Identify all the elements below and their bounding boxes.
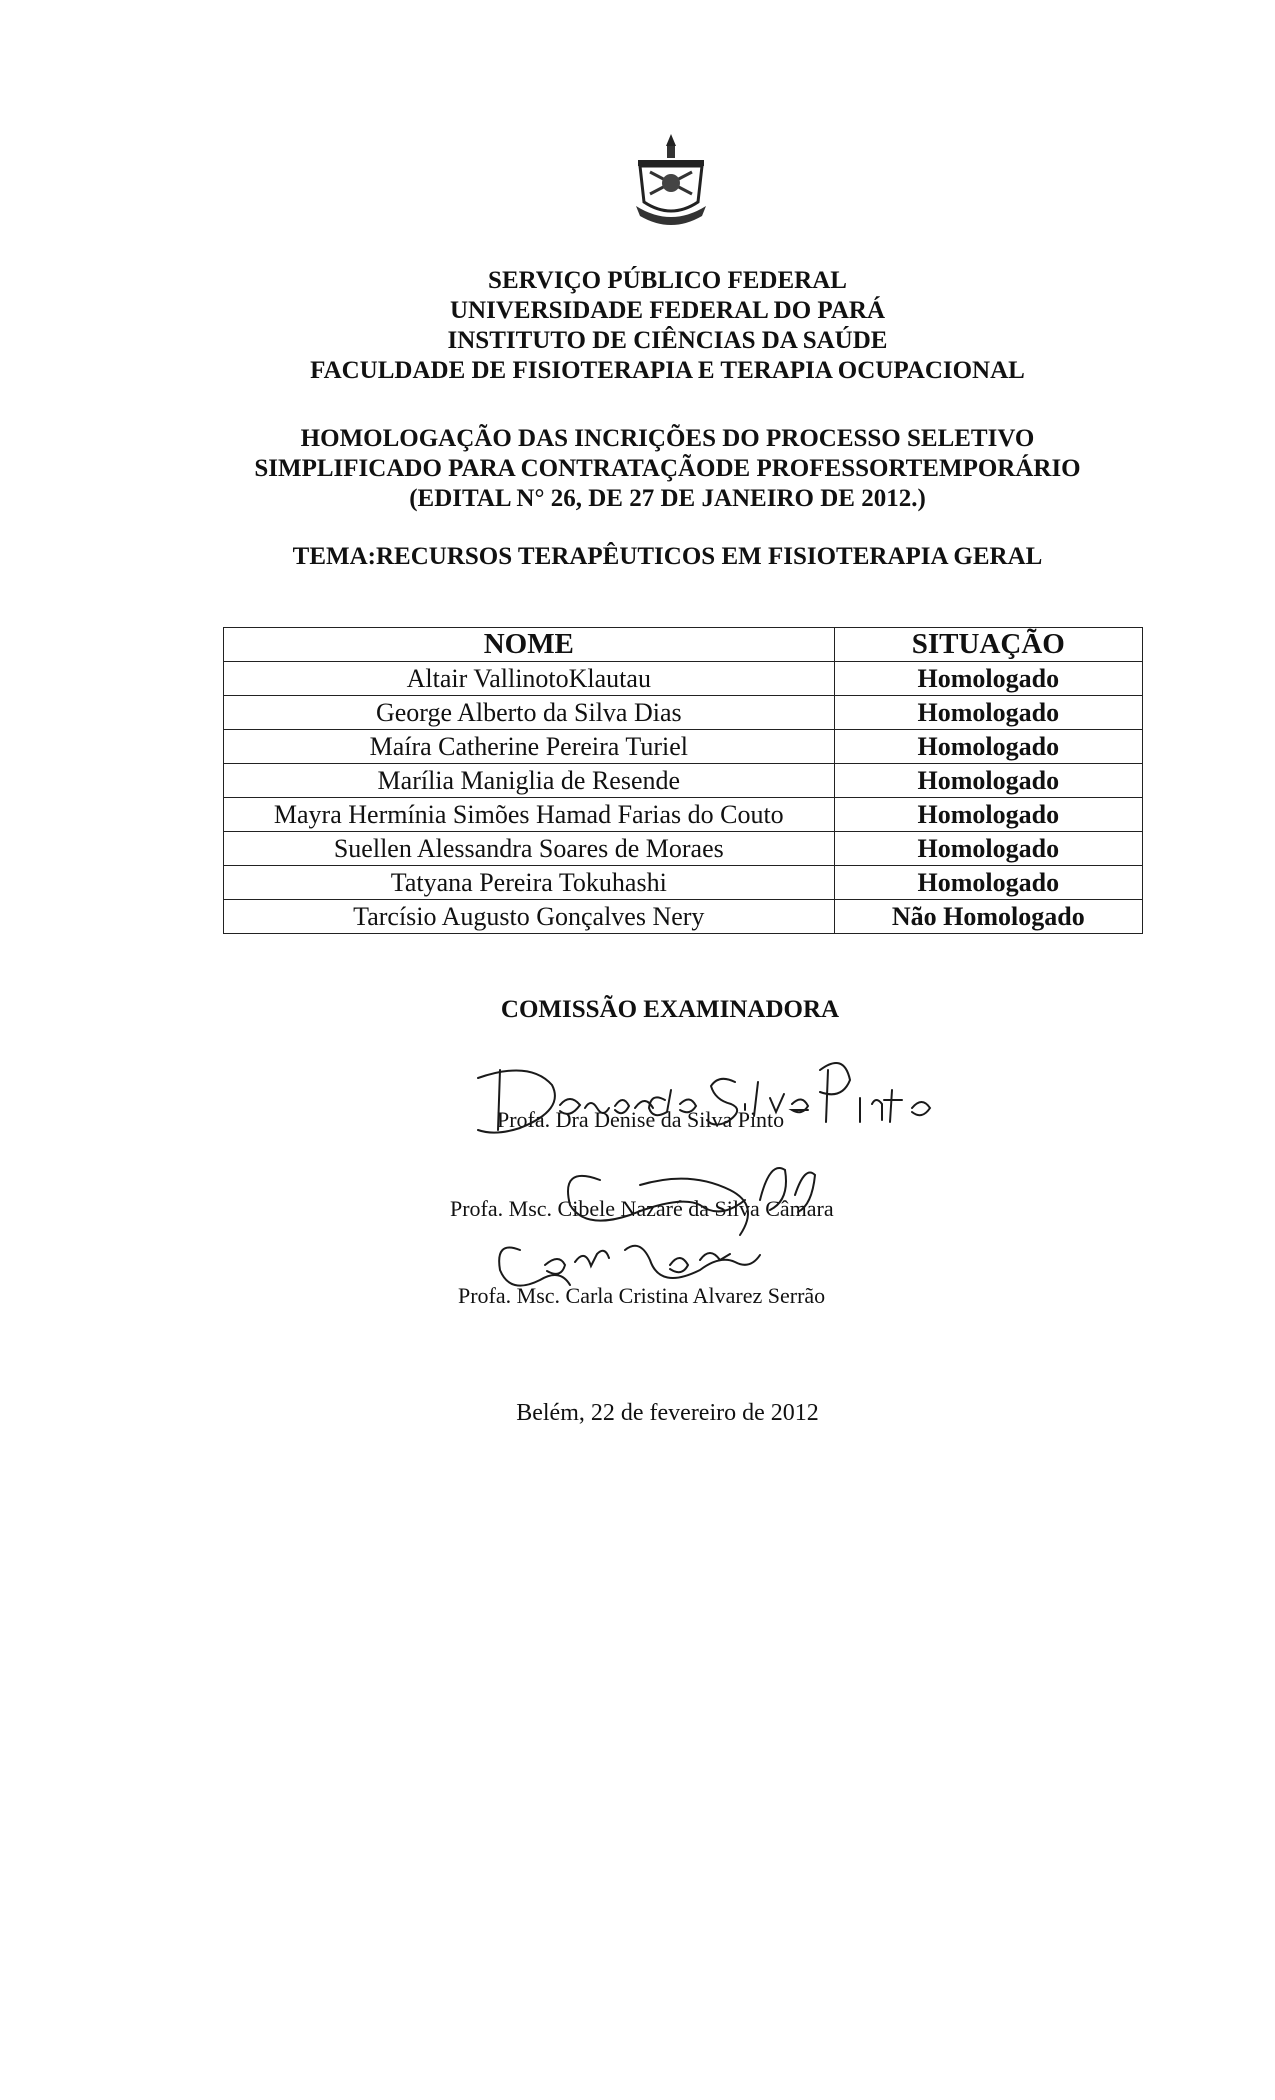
signer-name-1: Profa. Dra Denise da Silva Pinto xyxy=(497,1107,785,1132)
title-line-2: SIMPLIFICADO PARA CONTRATAÇÃODE PROFESSORTEMPORÁRIO xyxy=(254,455,1081,482)
candidate-name: Maíra Catherine Pereira Turiel xyxy=(224,730,835,764)
signer-name-3: Profa. Msc. Carla Cristina Alvarez Serrão xyxy=(458,1283,826,1308)
header-line-1: SERVIÇO PÚBLICO FEDERAL xyxy=(488,267,847,294)
title-line-3: (EDITAL N° 26, DE 27 DE JANEIRO DE 2012.) xyxy=(409,485,926,512)
candidate-name: Altair VallinotoKlautau xyxy=(224,662,835,696)
header-line-3: INSTITUTO DE CIÊNCIAS DA SAÚDE xyxy=(447,327,888,354)
candidate-name: Mayra Hermínia Simões Hamad Farias do Couto xyxy=(224,798,835,832)
table-row xyxy=(224,900,1143,934)
table-row xyxy=(224,764,1143,798)
university-crest-icon xyxy=(632,132,710,234)
place-date: Belém, 22 de fevereiro de 2012 xyxy=(516,1400,819,1426)
document-title xyxy=(0,424,1275,514)
signer-name-2: Profa. Msc. Cibele Nazaré da Silva Câmara xyxy=(450,1196,834,1221)
table-row xyxy=(224,866,1143,900)
table-row xyxy=(224,696,1143,730)
candidate-status: Homologado xyxy=(834,866,1142,900)
candidate-status: Homologado xyxy=(834,696,1142,730)
tema-heading: TEMA:RECURSOS TERAPÊUTICOS EM FISIOTERAPIA GERAL xyxy=(292,543,1043,570)
title-line-1: HOMOLOGAÇÃO DAS INCRIÇÕES DO PROCESSO SELETIVO xyxy=(300,425,1035,452)
candidate-name: Marília Maniglia de Resende xyxy=(224,764,835,798)
candidate-name: Tatyana Pereira Tokuhashi xyxy=(224,866,835,900)
candidate-status: Homologado xyxy=(834,798,1142,832)
table-header-row xyxy=(224,628,1143,662)
candidate-name: Tarcísio Augusto Gonçalves Nery xyxy=(224,900,835,934)
table-row xyxy=(224,798,1143,832)
table-row xyxy=(224,730,1143,764)
table-row xyxy=(224,662,1143,696)
institution-header xyxy=(0,266,1275,386)
candidate-name: Suellen Alessandra Soares de Moraes xyxy=(224,832,835,866)
candidate-status: Homologado xyxy=(834,832,1142,866)
signature-3 xyxy=(499,1246,760,1286)
column-header-name: NOME xyxy=(224,628,835,662)
candidate-status: Homologado xyxy=(834,764,1142,798)
candidate-status: Não Homologado xyxy=(834,900,1142,934)
commission-title: COMISSÃO EXAMINADORA xyxy=(500,996,840,1023)
candidates-table xyxy=(223,627,1143,934)
candidate-name: George Alberto da Silva Dias xyxy=(224,696,835,730)
header-line-2: UNIVERSIDADE FEDERAL DO PARÁ xyxy=(450,297,885,324)
candidate-status: Homologado xyxy=(834,730,1142,764)
table-row xyxy=(224,832,1143,866)
header-line-4: FACULDADE DE FISIOTERAPIA E TERAPIA OCUPACIONAL xyxy=(310,357,1025,384)
candidate-status: Homologado xyxy=(834,662,1142,696)
column-header-status: SITUAÇÃO xyxy=(834,628,1142,662)
